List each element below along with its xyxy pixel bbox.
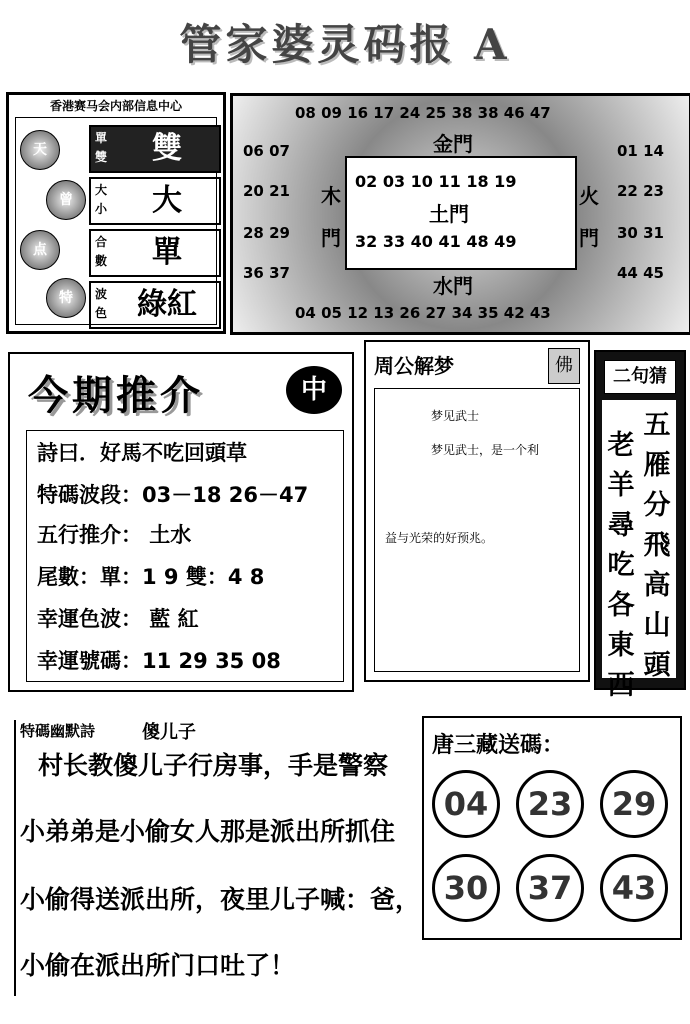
- info-panel: [6, 92, 226, 334]
- row-sum: [89, 229, 221, 277]
- tang-sanzang-panel: [422, 716, 682, 940]
- left-numbers: 06 07: [243, 142, 290, 160]
- fire-label: 火: [579, 184, 599, 208]
- fire-gate-label: 門: [579, 226, 599, 250]
- buddha-icon: 佛: [548, 348, 580, 384]
- recommend-row: 尾數：單：1 9 雙：4 8: [37, 565, 265, 589]
- right-numbers: 22 23: [617, 182, 664, 200]
- dream-title: 周公解梦: [374, 354, 454, 378]
- row-label: 大 小: [95, 183, 108, 216]
- row-value: 雙: [152, 131, 182, 166]
- wood-label: 木: [321, 184, 341, 208]
- five-elements-panel: [230, 93, 690, 335]
- dream-text-box: [374, 388, 580, 672]
- number-ball: 23: [516, 770, 584, 838]
- right-numbers: 44 45: [617, 264, 664, 282]
- earth-gate-label: 土門: [429, 202, 469, 226]
- bottom-numbers: 04 05 12 13 26 27 34 35 42 43: [295, 304, 551, 322]
- recommend-row: 幸運色波： 藍 紅: [37, 607, 199, 631]
- right-numbers: 30 31: [617, 224, 664, 242]
- row-odd-even: [89, 125, 221, 173]
- row-label: 波 色: [95, 287, 108, 320]
- poem-line: 小偷得送派出所，夜里儿子喊：爸，: [20, 885, 421, 914]
- row-big-small: [89, 177, 221, 225]
- circle-icon: 点: [20, 230, 60, 270]
- gold-gate-label: 金門: [433, 132, 473, 156]
- recommend-row: 幸運號碼：11 29 35 08: [37, 649, 281, 673]
- row-value: 綠紅: [137, 287, 197, 322]
- number-ball: 29: [600, 770, 668, 838]
- circle-icon: 特: [46, 278, 86, 318]
- number-ball: 30: [432, 854, 500, 922]
- page-title: 管家婆灵码报 A: [179, 20, 511, 69]
- recommend-panel: [8, 352, 354, 692]
- row-label: 單 雙: [95, 131, 108, 164]
- riddle-title: 二句猜: [604, 360, 676, 394]
- logo-icon: 中: [286, 366, 342, 414]
- poem-label: 特碼幽默詩: [20, 722, 96, 740]
- wood-gate-label: 門: [321, 226, 341, 250]
- divider: [14, 816, 16, 996]
- recommend-row: 詩曰．好馬不吃回頭草: [37, 441, 247, 465]
- number-ball: 37: [516, 854, 584, 922]
- dream-line: 梦见武士，是一个利: [431, 443, 540, 457]
- circle-icon: 天: [20, 130, 60, 170]
- left-numbers: 20 21: [243, 182, 290, 200]
- row-label: 合 數: [95, 235, 108, 268]
- humor-poem: [14, 720, 421, 1004]
- poem-line: 小弟弟是小偷女人那是派出所抓住: [20, 817, 396, 846]
- number-ball: 04: [432, 770, 500, 838]
- divider: [14, 720, 16, 816]
- center-box: [345, 156, 577, 270]
- poem-line: 村长教傻儿子行房事，手是警察: [38, 751, 389, 780]
- riddle-line-left: 老 羊 尋 吃 各 東 西: [607, 430, 635, 701]
- top-numbers: 08 09 16 17 24 25 38 38 46 47: [295, 104, 551, 122]
- recommend-row: 五行推介： 土水: [37, 523, 192, 547]
- two-line-riddle-panel: [594, 350, 686, 701]
- riddle-body: [602, 400, 676, 701]
- dream-line: 益与光荣的好预兆。: [385, 531, 494, 545]
- tang-title: 唐三藏送碼：: [432, 733, 565, 758]
- info-header: 香港赛马会内部信息中心: [49, 99, 182, 113]
- dream-heading: 梦见武士: [431, 409, 480, 423]
- right-numbers: 01 14: [617, 142, 664, 160]
- number-ball: 43: [600, 854, 668, 922]
- recommend-row: 特碼波段：03－18 26－47: [37, 483, 309, 507]
- circle-icon: 曾: [46, 180, 86, 220]
- center-numbers: 02 03 10 11 18 19: [355, 172, 517, 191]
- recommend-title: 今期推介: [28, 373, 204, 419]
- row-wave-color: [89, 281, 221, 329]
- water-gate-label: 水門: [433, 274, 473, 298]
- left-numbers: 36 37: [243, 264, 290, 282]
- row-value: 單: [152, 235, 182, 270]
- row-value: 大: [152, 183, 182, 218]
- riddle-line-right: 五 雁 分 飛 高 山 頭: [643, 410, 671, 681]
- recommend-list: [26, 430, 344, 682]
- poem-title: 傻儿子: [142, 722, 196, 743]
- center-numbers: 32 33 40 41 48 49: [355, 232, 517, 251]
- poem-line: 小偷在派出所门口吐了！: [20, 951, 296, 980]
- dream-panel: [364, 340, 590, 682]
- left-numbers: 28 29: [243, 224, 290, 242]
